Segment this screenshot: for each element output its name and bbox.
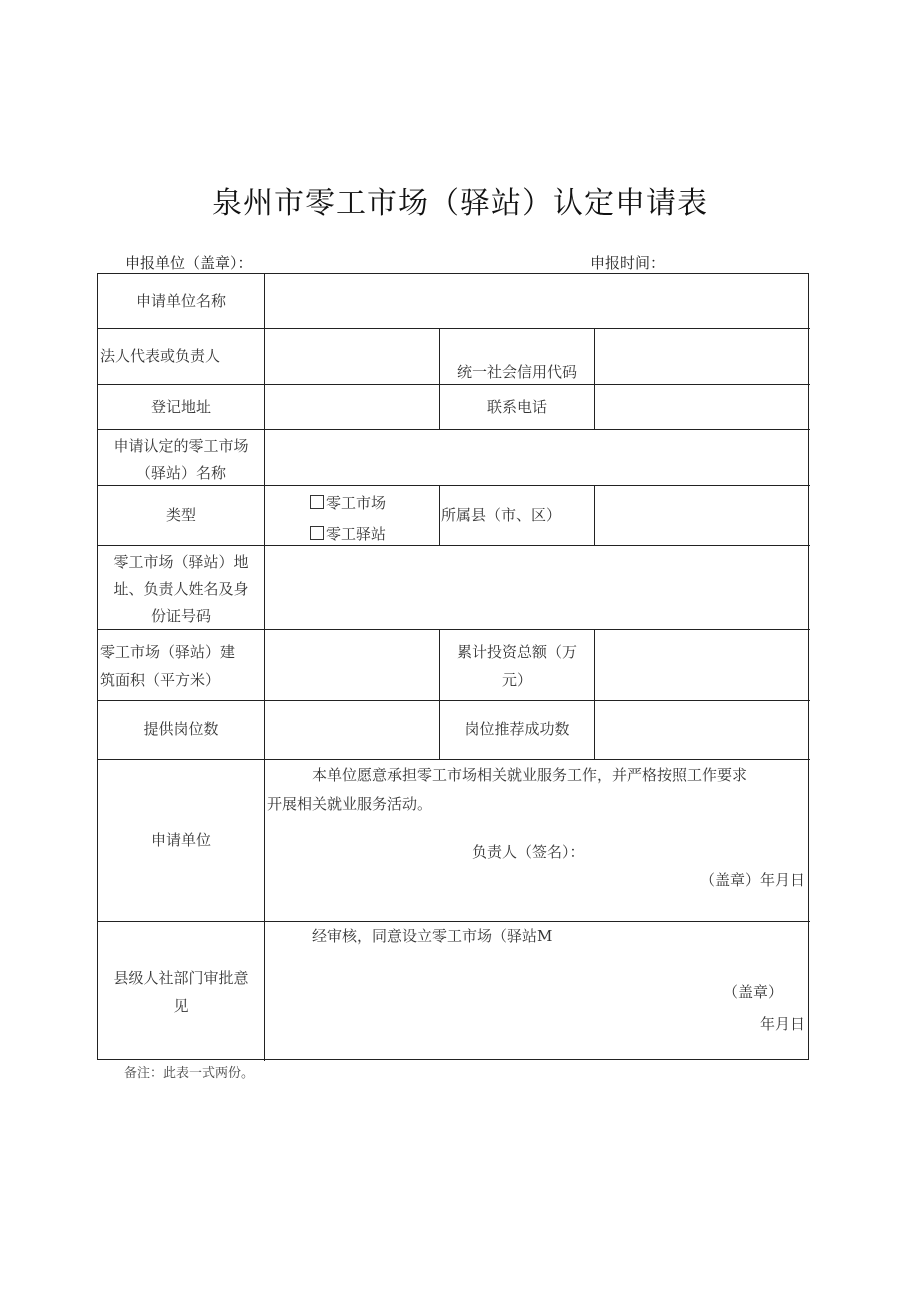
row-divider [98, 759, 810, 760]
county-label: 所属县（市、区） [441, 506, 562, 524]
jobs-label: 提供岗位数 [143, 720, 219, 738]
info-label-line2: 址、负责人姓名及身 [113, 580, 249, 598]
market-name-label-line2: （驿站）名称 [135, 464, 226, 482]
approval-seal: （盖章） [722, 983, 783, 1001]
info-field[interactable] [265, 546, 809, 629]
market-name-label-line1: 申请认定的零工市场 [113, 437, 249, 455]
type-station-checkbox[interactable] [310, 523, 386, 544]
checkbox-icon [310, 526, 324, 540]
commitment-line1: 本单位愿意承担零工市场相关就业服务工作，并严格按照工作要求 [312, 766, 748, 784]
address-field[interactable] [265, 385, 439, 429]
type-market-label: 零工市场 [326, 494, 387, 512]
address-label: 登记地址 [150, 398, 211, 416]
applicant-unit-label: 申请单位 [150, 831, 211, 849]
type-label: 类型 [165, 506, 196, 524]
approval-date: 年月日 [759, 1015, 805, 1033]
market-name-field[interactable] [265, 430, 809, 485]
credit-code-field[interactable] [595, 329, 809, 384]
applicant-unit-label: 申报单位（盖章）： [125, 254, 253, 272]
applicant-name-field[interactable] [265, 274, 809, 328]
success-field[interactable] [595, 701, 809, 759]
invest-label-line1: 累计投资总额（万 [456, 643, 577, 661]
jobs-field[interactable] [265, 701, 439, 759]
area-label-line2: 筑面积（平方米） [100, 671, 221, 689]
approval-label-line1: 县级人社部门审批意 [113, 969, 249, 987]
info-label-line3: 份证号码 [150, 607, 211, 625]
footnote: 备注：此表一式两份。 [124, 1066, 255, 1081]
approval-label-line2: 见 [173, 997, 189, 1015]
applicant-name-label: 申请单位名称 [135, 292, 226, 310]
invest-field[interactable] [595, 630, 809, 700]
commitment-line2: 开展相关就业服务活动。 [267, 795, 433, 813]
type-station-label: 零工驿站 [326, 525, 387, 543]
application-form-table [97, 273, 809, 1060]
info-label-line1: 零工市场（驿站）地 [113, 553, 249, 571]
county-field[interactable] [595, 486, 809, 545]
phone-field[interactable] [595, 385, 809, 429]
column-divider [439, 485, 440, 545]
legal-rep-label: 法人代表或负责人 [100, 347, 221, 365]
area-label-line1: 零工市场（驿站）建 [100, 643, 236, 661]
invest-label-line2: 元） [501, 671, 532, 689]
credit-code-label: 统一社会信用代码 [456, 363, 577, 381]
legal-rep-field[interactable] [265, 329, 439, 384]
area-field[interactable] [265, 630, 439, 700]
type-market-checkbox[interactable] [310, 492, 386, 513]
signer-label: 负责人（签名）： [472, 843, 585, 861]
phone-label: 联系电话 [486, 398, 547, 416]
report-time-label: 申报时间： [590, 254, 666, 272]
page-title: 泉州市零工市场（驿站）认定申请表 [212, 186, 708, 221]
checkbox-icon [310, 495, 324, 509]
approval-text: 经审核，同意设立零工市场（驿站M [312, 927, 553, 945]
seal-date-label: （盖章）年月日 [699, 871, 805, 889]
success-label: 岗位推荐成功数 [464, 720, 570, 738]
